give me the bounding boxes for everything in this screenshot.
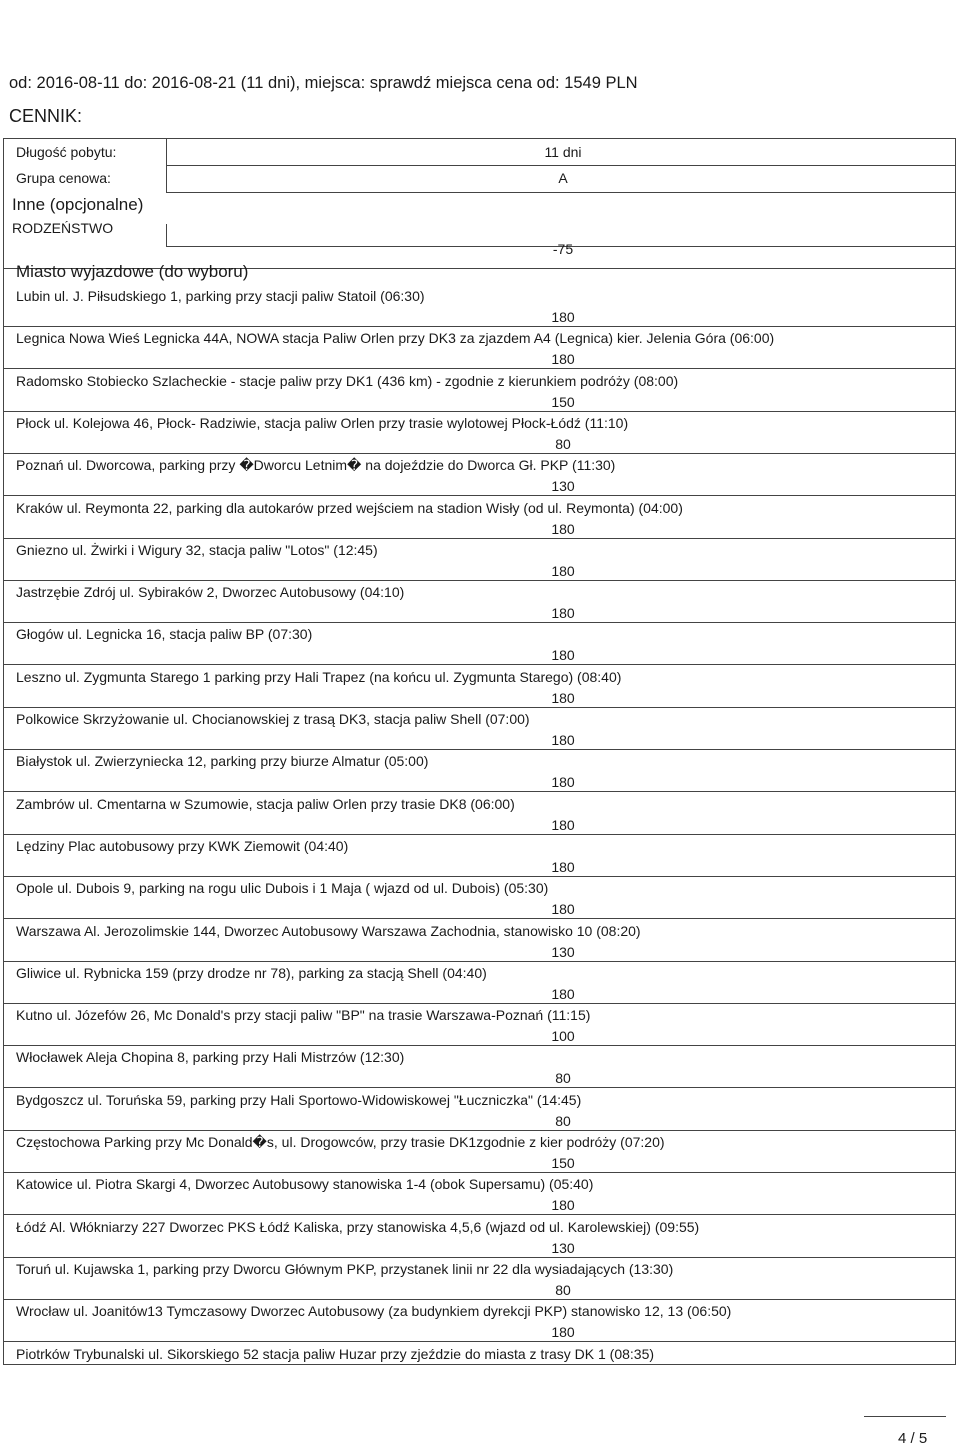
row-rule: [4, 876, 955, 877]
departure-location: Bydgoszcz ul. Toruńska 59, parking przy Hali Sportowo-Widowiskowej "Łuczniczka" (14:45): [16, 1091, 582, 1108]
row-rule: [4, 326, 955, 327]
row-rule: [4, 1341, 955, 1342]
row-rule: [4, 1045, 955, 1046]
footer-rule: [864, 1416, 946, 1417]
row-rule: [166, 165, 956, 166]
departure-price: 180: [551, 858, 575, 875]
row-rule: [4, 1003, 955, 1004]
departure-location: Wrocław ul. Joanitów13 Tymczasowy Dworzec Autobusowy (za budynkiem dyrekcji PKP) stanowisko 12, 13 (06:50): [16, 1303, 732, 1320]
departure-location: Warszawa Al. Jerozolimskie 144, Dworzec Autobusowy Warszawa Zachodnia, stanowisko 10 (08:20): [16, 922, 641, 939]
departure-price: 130: [551, 1239, 575, 1256]
departure-location: Katowice ul. Piotra Skargi 4, Dworzec Autobusowy stanowiska 1-4 (obok Supersamu) (05:40): [16, 1176, 594, 1193]
row-rule: [4, 1214, 955, 1215]
departure-price: 180: [551, 309, 575, 325]
departure-location: Leszno ul. Zygmunta Starego 1 parking przy Hali Trapez (na końcu ul. Zygmunta Starego) (08:40): [16, 668, 622, 685]
stay-value: 11 dni: [544, 144, 582, 160]
row-rule: [4, 664, 955, 665]
departure-price: 130: [551, 478, 575, 495]
departure-price: 180: [551, 732, 575, 748]
departure-price: 180: [551, 520, 575, 537]
departure-price: 180: [551, 816, 575, 833]
departure-location: Lubin ul. J. Piłsudskiego 1, parking przy stacji paliw Statoil (06:30): [16, 288, 425, 304]
departure-location: Poznań ul. Dworcowa, parking przy �Dworcu Letnim� na dojeździe do Dworca Gł. PKP (11:30): [16, 457, 616, 474]
row-rule: [4, 1087, 955, 1088]
departure-location: Gliwice ul. Rybnicka 159 (przy drodze nr 78), parking za stacją Shell (04:40): [16, 964, 487, 981]
row-rule: [4, 961, 955, 962]
row-rule: [4, 1172, 955, 1173]
row-rule: [4, 1130, 955, 1131]
departure-location: Płock ul. Kolejowa 46, Płock- Radziwie, stacja paliw Orlen przy trasie wylotowej Płock-Łódź (11:10): [16, 414, 629, 431]
departure-location: Toruń ul. Kujawska 1, parking przy Dworcu Głównym PKP, przystanek linii nr 22 dla wysiadających (13:30): [16, 1260, 674, 1277]
departure-location: Białystok ul. Zwierzyniecka 12, parking przy biurze Almatur (05:00): [16, 753, 429, 770]
departure-price: 150: [551, 1155, 575, 1171]
siblings-label: RODZEŃSTWO: [12, 220, 114, 236]
stay-label: Długość pobytu:: [16, 144, 117, 160]
departure-price: 80: [555, 435, 571, 452]
price-group-value: A: [558, 170, 568, 186]
row-rule: [4, 495, 955, 496]
departure-location: Głogów ul. Legnicka 16, stacja paliw BP (07:30): [16, 626, 313, 643]
departure-price: 180: [551, 985, 575, 1002]
siblings-value: -75: [552, 241, 574, 257]
departure-location: Zambrów ul. Cmentarna w Szumowie, stacja paliw Orlen przy trasie DK8 (06:00): [16, 795, 515, 812]
departure-price: 100: [551, 1028, 575, 1045]
departure-price: 180: [551, 689, 575, 706]
price-group-label: Grupa cenowa:: [16, 170, 111, 186]
departure-price: 130: [551, 943, 575, 960]
departure-price: 180: [551, 605, 575, 622]
departure-price: 180: [551, 1324, 575, 1341]
row-rule: [4, 622, 955, 623]
row-rule: [4, 453, 955, 454]
departure-price: 180: [551, 1197, 575, 1214]
departure-location: Polkowice Skrzyżowanie ul. Chocianowskiej z trasą DK3, stacja paliw Shell (07:00): [16, 711, 530, 727]
row-rule: [4, 411, 955, 412]
departure-location: Opole ul. Dubois 9, parking na rogu ulic Dubois i 1 Maja ( wjazd od ul. Dubois) (05:30): [16, 880, 549, 897]
row-rule: [4, 580, 955, 581]
price-list-heading: CENNIK:: [9, 106, 83, 126]
row-rule: [4, 834, 955, 835]
departure-location: Kutno ul. Józefów 26, Mc Donald's przy stacji paliw "BP" na trasie Warszawa-Poznań (11:15): [16, 1007, 591, 1024]
departure-price: 150: [551, 393, 575, 410]
departure-location: Lędziny Plac autobusowy przy KWK Ziemowit (04:40): [16, 837, 349, 854]
price-table: [3, 138, 956, 1365]
row-rule: [4, 749, 955, 750]
departure-location: Włocławek Aleja Chopina 8, parking przy Hali Mistrzów (12:30): [16, 1049, 405, 1066]
departure-price: 180: [551, 351, 575, 368]
departure-price: 80: [555, 1070, 571, 1087]
departure-city-label: Miasto wyjazdowe (do wyboru): [16, 262, 249, 281]
departure-location: Jastrzębie Zdrój ul. Sybiraków 2, Dworzec Autobusowy (04:10): [16, 584, 405, 601]
page-number: 4 / 5: [898, 1430, 928, 1447]
column-divider: [166, 224, 167, 247]
row-rule: [4, 368, 955, 369]
departure-location: Częstochowa Parking przy Mc Donald�s, ul. Drogowców, przy trasie DK1zgodnie z kier podróży (07:20): [16, 1134, 665, 1150]
row-rule: [4, 918, 955, 919]
departure-location: Kraków ul. Reymonta 22, parking dla autokarów przed wejściem na stadion Wisły (od ul. Reymonta) (04:00): [16, 499, 683, 516]
column-divider: [166, 139, 167, 193]
departure-location: Legnica Nowa Wieś Legnicka 44A, NOWA stacja Paliw Orlen przy DK3 za zjazdem A4 (Legnica) kier. Jelenia Góra (06:00): [16, 330, 775, 347]
departure-location: Gniezno ul. Żwirki i Wigury 32, stacja paliw "Lotos" (12:45): [16, 541, 378, 558]
departure-location: Piotrków Trybunalski ul. Sikorskiego 52 stacja paliw Huzar przy zjeździe do miasta z trasy DK 1 (08:35): [16, 1345, 655, 1362]
row-rule: [4, 1299, 955, 1300]
optional-extras-label: Inne (opcjonalne): [12, 195, 144, 214]
row-rule: [4, 1257, 955, 1258]
departure-price: 80: [555, 1112, 571, 1129]
departure-price: 180: [551, 562, 575, 579]
departure-price: 180: [551, 774, 575, 791]
row-rule: [4, 538, 955, 539]
trip-summary: od: 2016-08-11 do: 2016-08-21 (11 dni), miejsca: sprawdź miejsca cena od: 1549 PLN: [9, 74, 638, 92]
departure-location: Radomsko Stobiecko Szlacheckie - stacje paliw przy DK1 (436 km) - zgodnie z kierunkiem podróży (08:00): [16, 372, 679, 389]
row-rule: [4, 791, 955, 792]
departure-location: Łódź Al. Włókniarzy 227 Dworzec PKS Łódź Kaliska, przy stanowiska 4,5,6 (wjazd od ul. Karolewskiej) (09:55): [16, 1218, 700, 1235]
departure-price: 180: [551, 647, 575, 664]
departure-price: 80: [555, 1281, 571, 1298]
row-rule: [4, 707, 955, 708]
row-rule: [166, 192, 956, 193]
departure-price: 180: [551, 901, 575, 918]
